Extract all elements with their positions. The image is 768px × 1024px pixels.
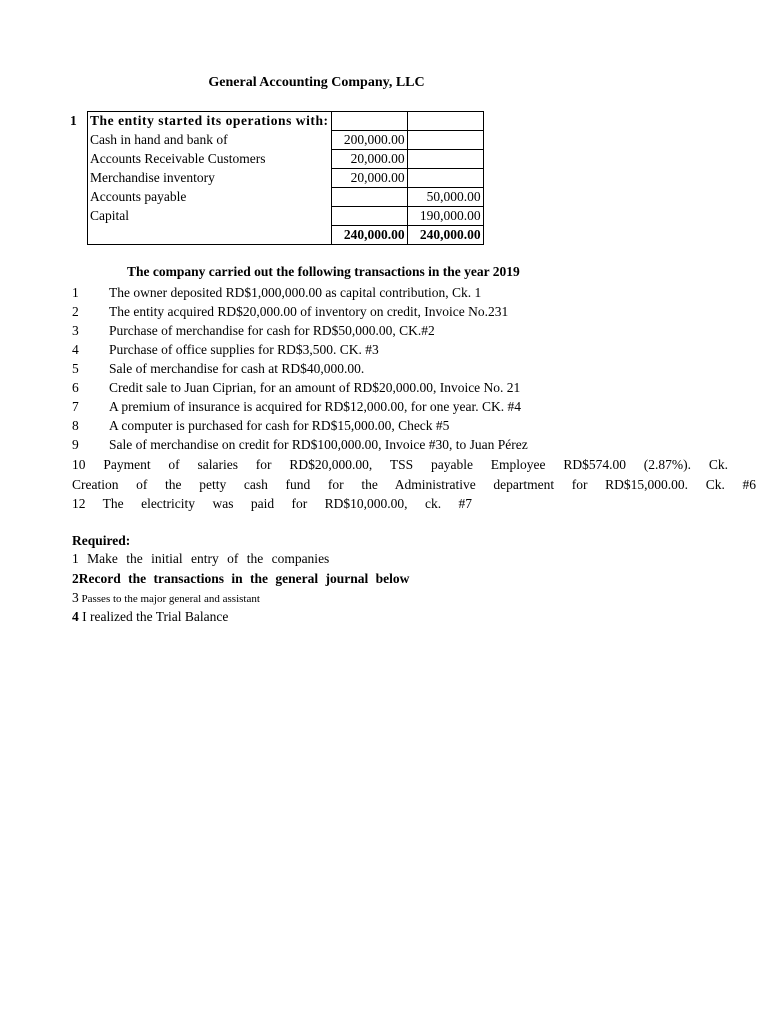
document-title: General Accounting Company, LLC xyxy=(208,75,425,90)
opening-heading: The entity started its operations with: xyxy=(88,112,332,131)
table-total-row xyxy=(88,226,484,245)
list-item: 4 Purchase of office supplies for RD$3,500. CK. #3 xyxy=(72,342,379,357)
list-item: 1 The owner deposited RD$1,000,000.00 as capital contribution, Ck. 1 xyxy=(72,285,482,300)
opening-number: 1 xyxy=(70,113,77,128)
required-item-2: 2Record the transactions in the general journal below xyxy=(72,571,410,586)
opening-balance-table xyxy=(87,111,484,245)
table-row: Accounts payable 50,000.00 xyxy=(88,188,484,207)
table-row xyxy=(88,112,484,131)
transaction-11: Creation of the petty cash fund for the Administrative department for RD$15,000.00. Ck. #6 xyxy=(72,477,756,492)
required-item-1: 1 Make the initial entry of the companies xyxy=(72,551,330,566)
required-item-4: 4 I realized the Trial Balance xyxy=(72,609,229,624)
table-row: Accounts Receivable Customers 20,000.00 xyxy=(88,150,484,169)
transactions-title: The company carried out the following transactions in the year 2019 xyxy=(127,264,520,279)
list-item: 2 The entity acquired RD$20,000.00 of inventory on credit, Invoice No.231 xyxy=(72,304,509,319)
list-item: 8 A computer is purchased for cash for RD$15,000.00, Check #5 xyxy=(72,418,450,433)
required-item-3: 3 Passes to the major general and assistant xyxy=(72,590,260,605)
required-heading: Required: xyxy=(72,533,131,548)
list-item: 6 Credit sale to Juan Ciprian, for an amount of RD$20,000.00, Invoice No. 21 xyxy=(72,380,521,395)
total-credit: 240,000.00 xyxy=(407,226,483,245)
table-row: Merchandise inventory 20,000.00 xyxy=(88,169,484,188)
transaction-10: 10 Payment of salaries for RD$20,000.00, TSS payable Employee RD$574.00 (2.87%). Ck. xyxy=(72,457,728,472)
list-item: 9 Sale of merchandise on credit for RD$100,000.00, Invoice #30, to Juan Pérez xyxy=(72,437,528,452)
total-debit: 240,000.00 xyxy=(331,226,407,245)
table-row: Capital 190,000.00 xyxy=(88,207,484,226)
list-item: 3 Purchase of merchandise for cash for RD$50,000.00, CK.#2 xyxy=(72,323,435,338)
list-item: 7 A premium of insurance is acquired for RD$12,000.00, for one year. CK. #4 xyxy=(72,399,522,414)
list-item: 5 Sale of merchandise for cash at RD$40,000.00. xyxy=(72,361,365,376)
table-row: Cash in hand and bank of 200,000.00 xyxy=(88,131,484,150)
transaction-12: 12 The electricity was paid for RD$10,000.00, ck. #7 xyxy=(72,496,472,511)
